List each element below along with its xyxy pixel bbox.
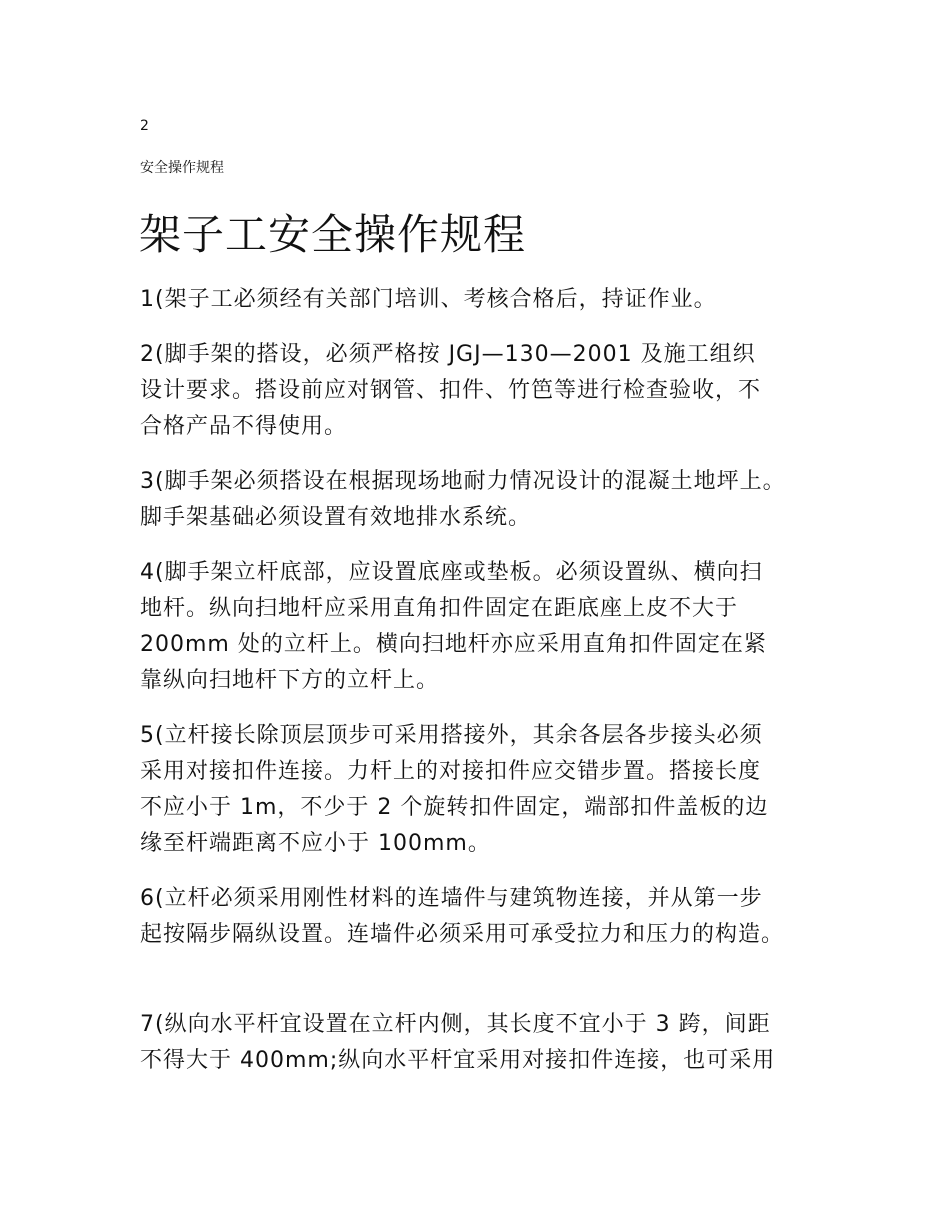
document-title: 架子工安全操作规程 xyxy=(139,210,527,259)
paragraph-1 xyxy=(140,282,717,318)
paragraph-6 xyxy=(140,881,784,953)
paragraph-line: 3(脚手架必须搭设在根据现场地耐力情况设计的混凝土地坪上。 xyxy=(140,469,786,494)
paragraph-line: 2(脚手架的搭设，必须严格按 JGJ—130—2001 及施工组织 xyxy=(140,342,756,367)
paragraph-line: 设计要求。搭设前应对钢管、扣件、竹笆等进行检查验收，不 xyxy=(140,378,762,403)
paragraph-3 xyxy=(140,464,786,536)
paragraph-line: 4(脚手架立杆底部，应设置底座或垫板。必须设置纵、横向扫 xyxy=(140,560,763,585)
paragraph-line: 脚手架基础必须设置有效地排水系统。 xyxy=(140,505,532,530)
page-number: 2 xyxy=(140,118,149,134)
paragraph-line: 不得大于 400mm;纵向水平杆宜采用对接扣件连接，也可采用 xyxy=(140,1048,776,1073)
paragraph-line: 靠纵向扫地杆下方的立杆上。 xyxy=(140,668,440,693)
paragraph-line: 6(立杆必须采用刚性材料的连墙件与建筑物连接，并从第一步 xyxy=(140,886,763,911)
paragraph-line: 7(纵向水平杆宜设置在立杆内侧，其长度不宜小于 3 跨，间距 xyxy=(140,1012,771,1037)
paragraph-line: 200mm 处的立杆上。横向扫地杆亦应采用直角扣件固定在紧 xyxy=(140,632,767,657)
paragraph-2 xyxy=(140,337,761,445)
paragraph-line: 1(架子工必须经有关部门培训、考核合格后，持证作业。 xyxy=(140,287,717,312)
paragraph-line: 地杆。纵向扫地杆应采用直角扣件固定在距底座上皮不大于 xyxy=(140,596,739,621)
paragraph-7 xyxy=(140,1007,775,1079)
running-header: 安全操作规程 xyxy=(140,160,224,176)
paragraph-line: 采用对接扣件连接。力杆上的对接扣件应交错步置。搭接长度 xyxy=(140,759,762,784)
paragraph-line: 5(立杆接长除顶层顶步可采用搭接外，其余各层各步接头必须 xyxy=(140,723,763,748)
paragraph-line: 起按隔步隔纵设置。连墙件必须采用可承受拉力和压力的构造。 xyxy=(140,922,785,947)
paragraph-4 xyxy=(140,555,767,699)
paragraph-line: 合格产品不得使用。 xyxy=(140,414,348,439)
paragraph-line: 不应小于 1m，不少于 2 个旋转扣件固定，端部扣件盖板的边 xyxy=(140,795,769,820)
paragraph-5 xyxy=(140,718,768,862)
paragraph-line: 缘至杆端距离不应小于 100mm。 xyxy=(140,831,491,856)
